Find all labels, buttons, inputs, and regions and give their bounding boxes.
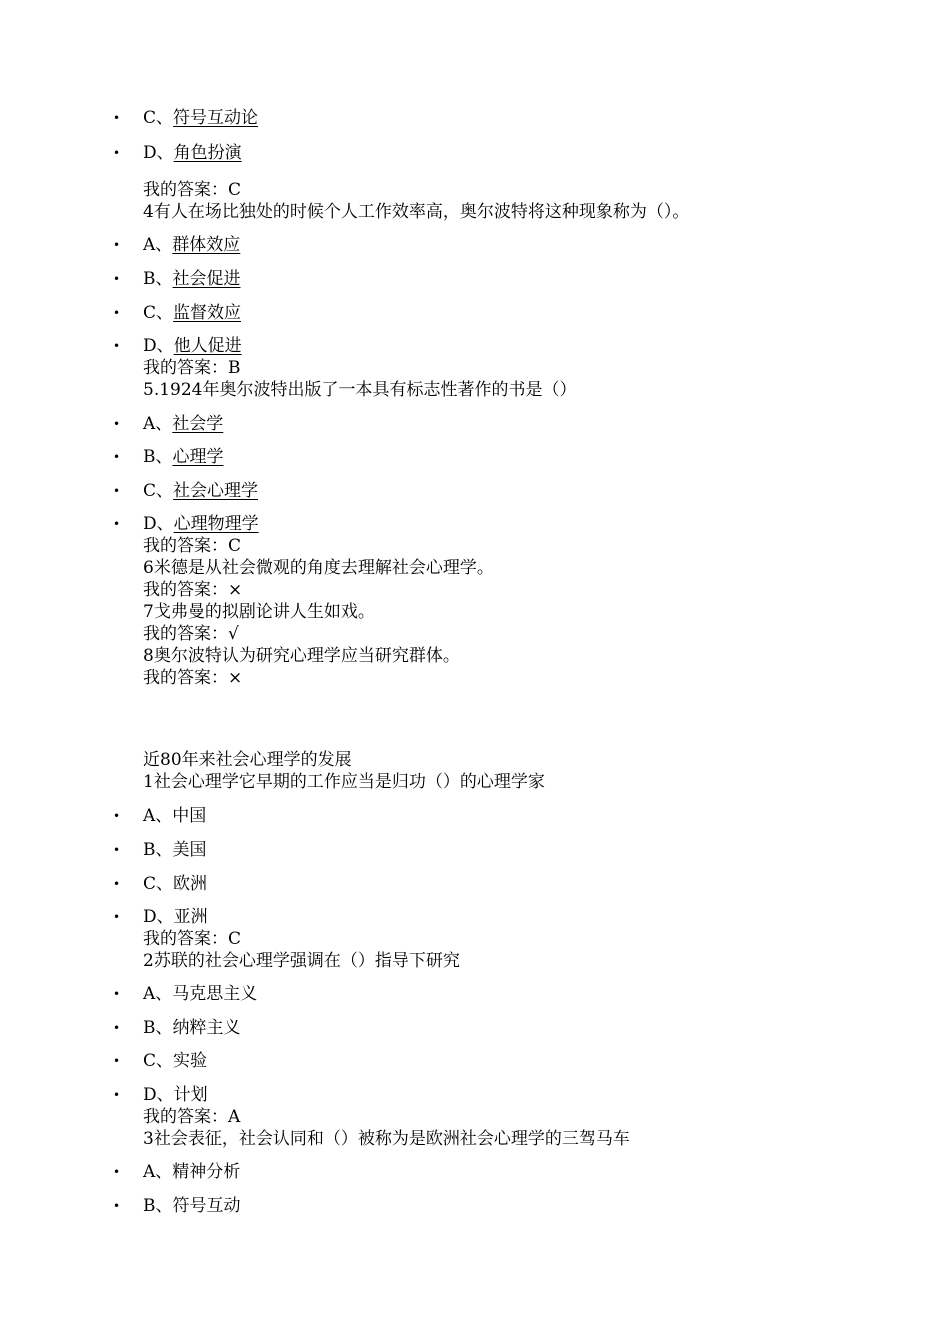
option-text: 心理物理学 [173,514,259,534]
option-letter: C、 [143,481,174,501]
bullet-icon: • [113,987,121,1001]
option-item [143,269,241,289]
option-letter: A、 [143,1162,173,1182]
text-line [143,580,242,600]
option-letter: A、 [143,235,173,255]
line-text: 我的答案：B [143,358,241,378]
text-line [143,358,241,378]
option-letter: D、 [143,907,174,927]
option-item [143,336,242,356]
bullet-icon: • [113,1054,121,1068]
option-letter: B、 [143,840,173,860]
text-line [143,646,460,666]
option-item [143,1051,207,1071]
text-line [143,1107,240,1127]
bullet-icon: • [113,1199,121,1213]
option-text: 群体效应 [172,235,241,255]
text-line [143,536,241,556]
line-text: 5.1924年奥尔波特出版了一本具有标志性著作的书是（） [143,380,577,400]
option-letter: D、 [143,336,174,356]
option-text: 他人促进 [173,336,242,356]
option-text: 马克思主义 [172,984,258,1004]
option-letter: C、 [143,303,174,323]
option-text: 实验 [173,1051,208,1071]
line-text: 我的答案：C [143,536,242,556]
line-text: 3社会表征，社会认同和（）被称为是欧洲社会心理学的三驾马车 [143,1129,630,1149]
line-text: 8奥尔波特认为研究心理学应当研究群体。 [143,646,460,666]
text-line [143,951,460,971]
text-line [143,772,545,792]
line-text: 1社会心理学它早期的工作应当是归功（）的心理学家 [143,772,545,792]
text-line [143,202,689,222]
option-letter: D、 [143,1085,174,1105]
option-text: 符号互动论 [173,108,259,128]
option-letter: B、 [143,1018,173,1038]
option-text: 社会促进 [172,269,241,289]
option-item [143,1018,241,1038]
bullet-icon: • [113,417,121,431]
bullet-icon: • [113,1165,121,1179]
bullet-icon: • [113,339,121,353]
option-item [143,1196,241,1216]
line-text: 我的答案：× [143,580,243,600]
option-item [143,143,242,163]
option-item [143,303,241,323]
text-line [143,1129,630,1149]
option-item [143,874,207,894]
bullet-icon: • [113,1088,121,1102]
text-line [143,929,241,949]
option-letter: B、 [143,269,173,289]
option-item [143,447,224,467]
line-text: 我的答案：× [143,668,243,688]
option-text: 角色扮演 [173,143,242,163]
bullet-icon: • [113,146,121,160]
option-letter: C、 [143,874,174,894]
bullet-icon: • [113,877,121,891]
option-item [143,1162,240,1182]
line-text: 6米德是从社会微观的角度去理解社会心理学。 [143,558,494,578]
bullet-icon: • [113,843,121,857]
bullet-icon: • [113,272,121,286]
option-item [143,840,207,860]
option-text: 中国 [172,806,207,826]
option-item [143,514,259,534]
line-text: 4有人在场比独处的时候个人工作效率高，奥尔波特将这种现象称为（）。 [143,202,690,222]
option-text: 社会学 [172,414,224,434]
text-line [143,558,494,578]
option-item [143,414,223,434]
option-letter: A、 [143,806,173,826]
option-letter: D、 [143,514,174,534]
option-item [143,907,208,927]
text-line [143,750,352,770]
option-text: 社会心理学 [173,481,259,501]
line-text: 我的答案：A [143,1107,241,1127]
bullet-icon: • [113,910,121,924]
bullet-icon: • [113,306,121,320]
bullet-icon: • [113,111,121,125]
option-text: 纳粹主义 [172,1018,241,1038]
option-item [143,235,240,255]
bullet-icon: • [113,450,121,464]
text-line [143,180,241,200]
line-text: 2苏联的社会心理学强调在（）指导下研究 [143,951,460,971]
option-text: 美国 [172,840,207,860]
option-letter: C、 [143,1051,174,1071]
text-line [143,380,576,400]
option-text: 精神分析 [172,1162,241,1182]
line-text: 我的答案：C [143,929,242,949]
option-text: 计划 [173,1085,208,1105]
line-text: 我的答案：√ [143,624,239,644]
option-text: 亚洲 [173,907,208,927]
option-letter: A、 [143,984,173,1004]
option-item [143,806,206,826]
option-letter: A、 [143,414,173,434]
option-text: 欧洲 [173,874,208,894]
option-text: 符号互动 [172,1196,241,1216]
option-item [143,1085,208,1105]
line-text: 7戈弗曼的拟剧论讲人生如戏。 [143,602,375,622]
text-line [143,624,239,644]
option-text: 监督效应 [173,303,242,323]
bullet-icon: • [113,517,121,531]
line-text: 我的答案：C [143,180,242,200]
text-line [143,602,375,622]
line-text: 近80年来社会心理学的发展 [143,750,352,770]
option-text: 心理学 [172,447,224,467]
bullet-icon: • [113,484,121,498]
text-line [143,668,242,688]
option-letter: C、 [143,108,174,128]
option-item [143,108,258,128]
option-item [143,984,257,1004]
bullet-icon: • [113,1021,121,1035]
bullet-icon: • [113,809,121,823]
option-letter: B、 [143,1196,173,1216]
bullet-icon: • [113,238,121,252]
option-item [143,481,258,501]
option-letter: D、 [143,143,174,163]
option-letter: B、 [143,447,173,467]
